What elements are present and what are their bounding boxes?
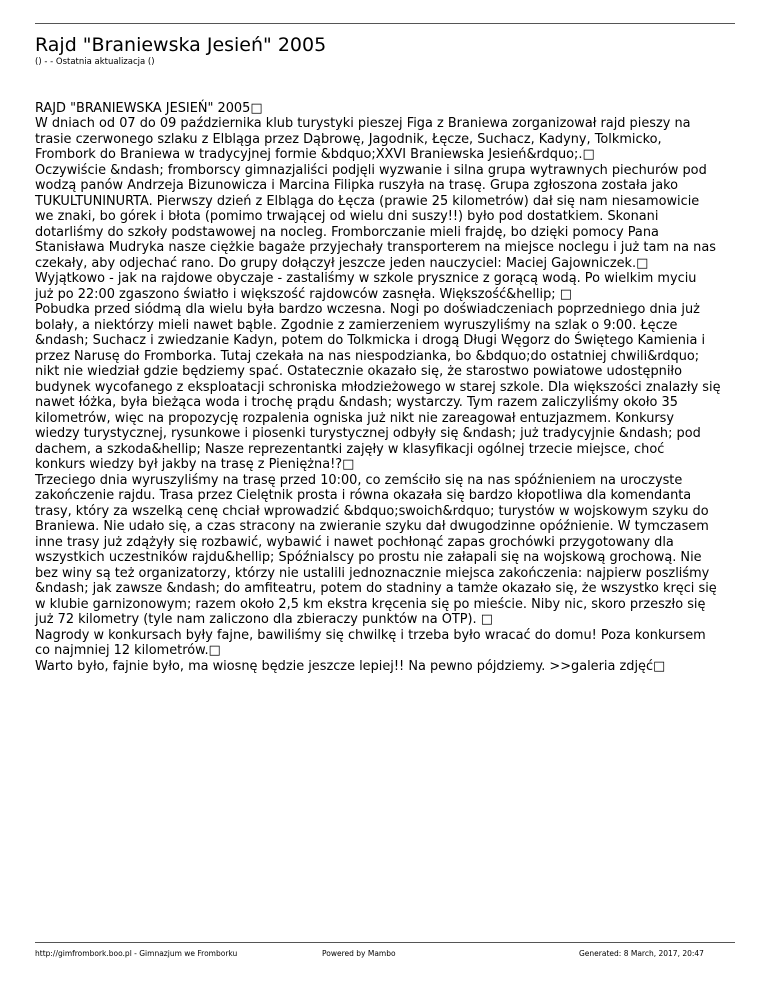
article-line: Oczywiście &ndash; fromborscy gimnazjaliści podjęli wyzwanie i silna grupa wytrawnych piechurów pod: [35, 162, 707, 178]
article-body: [35, 85, 747, 674]
article-line: dachem, a szkoda&hellip; Nasze reprezentantki zajęły w klasyfikacji ogólnej trzecie miejsce, choć: [35, 441, 665, 457]
article-line: trasie czerwonego szlaku z Elbląga przez Dąbrowę, Jagodnik, Łęcze, Suchacz, Kadyny, Tolkmicko,: [35, 131, 662, 147]
page-title: Rajd "Braniewska Jesień" 2005: [35, 34, 327, 56]
footer-divider: [35, 942, 735, 943]
footer-generated-date: Generated: 8 March, 2017, 20:47: [579, 949, 704, 958]
article-line: Braniewa. Nie udało się, a czas stracony na zwieranie szyku dał dwugodzinne opóźnienie. W tymczasem: [35, 519, 709, 534]
article-line: Wyjątkowo - jak na rajdowe obyczaje - zastaliśmy w szkole prysznice z gorącą wodą. Po wielkim myciu: [35, 271, 697, 286]
article-line: bez winy są też organizatorzy, którzy nie ustalili jednoznacznie miejsca zakończenia: najpierw poszliśmy: [35, 565, 710, 581]
article-line: nawet łóżka, była bieżąca woda i trochę prądu &ndash; wystarczy. Tym razem zaliczyliśmy około 35: [35, 395, 678, 410]
article-line: budynek wycofanego z eksploatacji schroniska młodzieżowego w starej szkole. Dla większości znalazły się: [35, 379, 721, 395]
article-line: we znaki, bo górek i błota (pomimo trwającej od wielu dni suszy!!) było pod dostatkiem. Skonani: [35, 209, 659, 224]
footer-powered-by: Powered by Mambo: [322, 949, 396, 958]
article-line: inne trasy już zdążyły się rozbawić, wybawić i nawet pochłonąć zapas grochówki przygotowany dla: [35, 534, 674, 550]
article-line: [35, 85, 747, 101]
article-line: co najmniej 12 kilometrów.□: [35, 643, 221, 658]
article-line: W dniach od 07 do 09 października klub turystyki pieszej Figa z Braniewa zorganizował rajd pieszy na: [35, 116, 691, 131]
article-line: w klubie garnizonowym; razem około 2,5 km ekstra kręcenia się po mieście. Niby nic, skoro przeszło się: [35, 596, 706, 612]
article-line: wiedzy turystycznej, rysunkowe i piosenki turystycznej odbyły się &ndash; już tradycyjnie &ndash; pod: [35, 426, 701, 441]
article-line: Frombork do Braniewa w tradycyjnej formie &bdquo;XXVI Braniewska Jesień&rdquo;.□: [35, 147, 595, 162]
article-line: już po 22:00 zgaszono światło i większość rajdowców zasnęła. Większość&hellip; □: [35, 286, 572, 302]
article-line: TUKULTUNINURTA. Pierwszy dzień z Elbląga do Łęcza (prawie 25 kilometrów) dał się nam niesamowicie: [35, 193, 700, 209]
article-line: kilometrów, więc na propozycję rozpalenia ogniska już nikt nie zareagował entuzjazmem. Konkursy: [35, 410, 675, 426]
article-line: Stanisława Mudryka nasze ciężkie bagaże przyjechały transporterem na miejsce noclegu i już tam na nas: [35, 240, 716, 255]
article-line: Nagrody w konkursach były fajne, bawiliśmy się chwilkę i trzeba było wracać do domu! Poza konkursem: [35, 627, 706, 643]
last-updated-meta: () - - Ostatnia aktualizacja (): [35, 57, 155, 67]
article-line: bolały, a niektórzy mieli nawet bąble. Zgodnie z zamierzeniem wyruszyliśmy na szlak o 9:00. Łęcze: [35, 317, 678, 333]
article-line: trasy, który za wszelką cenę chciał wprowadzić &bdquo;swoich&rdquo; turystów w wojskowym szyku do: [35, 503, 709, 519]
article-line: konkurs wiedzy był jakby na trasę z Pieniężna!?□: [35, 457, 355, 472]
article-line: dotarliśmy do szkoły podstawowej na nocleg. Fromborczanie mieli frajdę, bo dzięki pomocy Pana: [35, 224, 659, 240]
article-line: przez Narusę do Fromborka. Tutaj czekała na nas niespodzianka, bo &bdquo;do ostatniej chwili&rdquo;: [35, 348, 700, 364]
header-divider: [35, 23, 735, 24]
article-line: Pobudka przed siódmą dla wielu była bardzo wczesna. Nogi po doświadczeniach poprzedniego dnia już: [35, 302, 700, 317]
footer-site-url: http://gimfrombork.boo.pl - Gimnazjum we Fromborku: [35, 949, 238, 958]
article-line: Trzeciego dnia wyruszyliśmy na trasę przed 10:00, co zemściło się na nas spóźnieniem na uroczyste: [35, 472, 683, 488]
article-heading: RAJD "BRANIEWSKA JESIEŃ" 2005□: [35, 100, 263, 116]
article-line: Warto było, fajnie było, ma wiosnę będzie jeszcze lepiej!! Na pewno pójdziemy. >>galeria zdjęć□: [35, 658, 666, 674]
article-line: nikt nie wiedział gdzie będziemy spać. Ostatecznie okazało się, że starostwo powiatowe udostępniło: [35, 364, 682, 379]
article-line: wodzą panów Andrzeja Bizunowicza i Marcina Filipka ruszyła na trasę. Grupa zgłoszona została jako: [35, 178, 679, 193]
article-line: zakończenie rajdu. Trasa przez Cielętnik prosta i równa okazała się bardzo kłopotliwa dla komendanta: [35, 488, 692, 503]
article-line: &ndash; jak zawsze &ndash; do amfiteatru, potem do stadniny a tamże okazało się, że wszystko kręci się: [35, 581, 717, 596]
article-line: wszystkich uczestników rajdu&hellip; Spóźnialscy po prostu nie załapali się na wojskową grochową. Nie: [35, 550, 702, 565]
article-line: &ndash; Suchacz i zwiedzanie Kadyn, potem do Tolkmicka i drogą Długi Węgorz do Świętego Kamienia i: [35, 333, 706, 348]
article-line: czekały, aby odjechać rano. Do grupy dołączył jeszcze jeden nauczyciel: Maciej Gajowniczek.□: [35, 255, 649, 271]
article-line: już 72 kilometry (tyle nam zaliczono dla zbieraczy punktów na OTP). □: [35, 612, 493, 627]
